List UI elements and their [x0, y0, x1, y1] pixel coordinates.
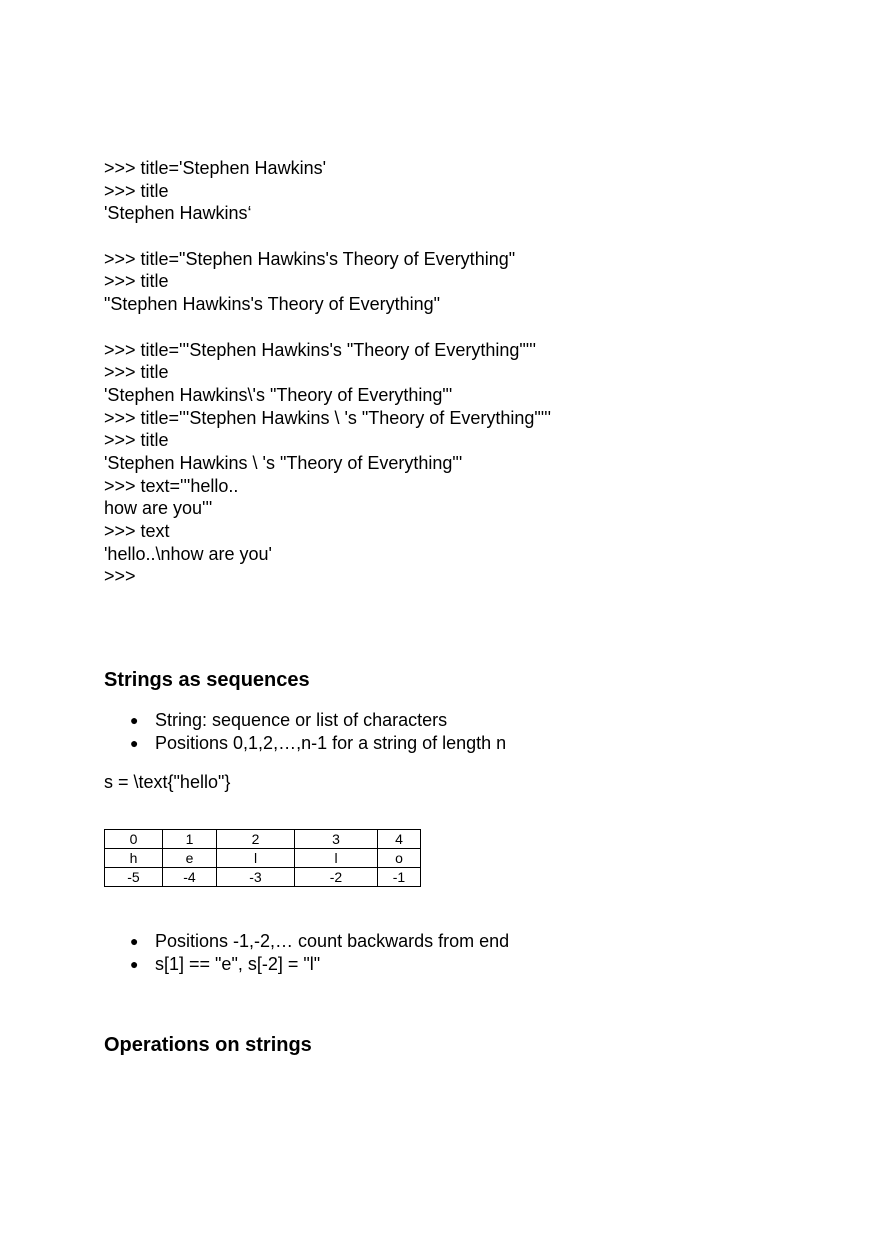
table-cell: l	[217, 849, 295, 868]
table-cell: 3	[295, 830, 378, 849]
list-item-text: s[1] == "e", s[-2] = "l"	[155, 953, 321, 974]
code-line: >>> text='''hello..	[104, 475, 239, 496]
table-cell: -1	[378, 868, 421, 887]
table-cell: -3	[217, 868, 295, 887]
code-line: >>> title	[104, 430, 169, 451]
bullet-icon: ●	[130, 933, 139, 949]
bullet-icon: ●	[130, 734, 139, 751]
table-row-negative-indices	[105, 868, 421, 887]
code-line: >>>	[104, 566, 136, 587]
table-cell: -5	[105, 868, 163, 887]
bullet-icon: ●	[130, 955, 139, 972]
bullet-list	[104, 930, 804, 975]
python-session-code	[104, 157, 804, 588]
code-line: 'Stephen Hawkins \ 's "Theory of Everything"'	[104, 452, 463, 473]
table-cell: 4	[378, 830, 421, 849]
table-cell: 0	[105, 830, 163, 849]
section-heading-strings-as-sequences: Strings as sequences	[104, 669, 310, 691]
table-row-characters	[105, 849, 421, 868]
list-item	[104, 953, 804, 976]
section-heading-operations-on-strings: Operations on strings	[104, 1034, 312, 1056]
table-row-positive-indices	[105, 830, 421, 849]
code-blank-line	[104, 225, 804, 248]
code-line: >>> title	[104, 271, 169, 292]
string-index-table	[104, 829, 421, 887]
table-cell: h	[105, 849, 163, 868]
list-item	[104, 930, 804, 953]
code-line: >>> title	[104, 180, 169, 201]
code-line: >>> title='''Stephen Hawkins \ 's "Theory of Everything"'''	[104, 407, 552, 428]
code-line: >>> title="Stephen Hawkins's Theory of Everything"	[104, 248, 516, 269]
table-cell: l	[295, 849, 378, 868]
list-item	[104, 732, 804, 755]
code-line: >>> title='Stephen Hawkins'	[104, 158, 327, 178]
code-line: 'hello..\nhow are you'	[104, 543, 272, 564]
table-cell: o	[378, 849, 421, 868]
code-line: >>> text	[104, 521, 170, 541]
table-cell: 1	[163, 830, 217, 849]
code-line: 'Stephen Hawkins\'s "Theory of Everything"'	[104, 384, 453, 405]
table-cell: -2	[295, 868, 378, 887]
string-definition: s = \text{"hello"}	[104, 772, 231, 792]
code-blank-line	[104, 316, 804, 339]
list-item	[104, 709, 804, 732]
list-item-text: String: sequence or list of characters	[155, 710, 448, 730]
code-line: >>> title='''Stephen Hawkins's "Theory of Everything"'''	[104, 339, 537, 360]
table-cell: -4	[163, 868, 217, 887]
bullet-icon: ●	[130, 712, 139, 728]
list-item-text: Positions -1,-2,… count backwards from end	[155, 931, 510, 951]
list-item-text: Positions 0,1,2,…,n-1 for a string of length n	[155, 732, 507, 753]
table-cell: 2	[217, 830, 295, 849]
code-line: 'Stephen Hawkins‘	[104, 203, 252, 224]
table-cell: e	[163, 849, 217, 868]
code-line: "Stephen Hawkins's Theory of Everything"	[104, 294, 441, 315]
code-line: how are you'''	[104, 498, 213, 519]
code-line: >>> title	[104, 362, 169, 383]
bullet-list	[104, 709, 804, 754]
